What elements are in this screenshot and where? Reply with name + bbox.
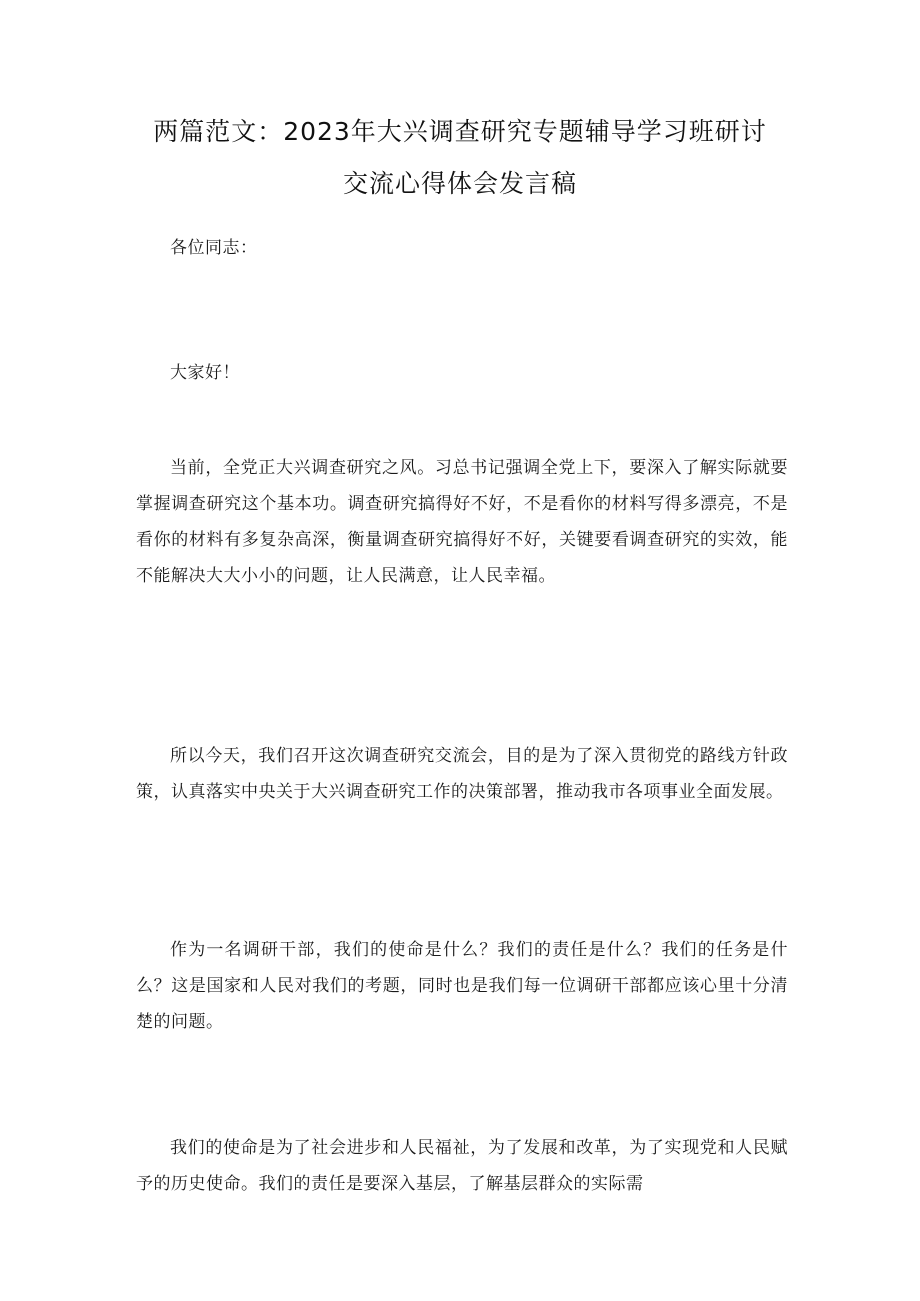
- paragraph-salutation: 各位同志：: [170, 238, 258, 258]
- document-title-line-2: 交流心得体会发言稿: [342, 169, 577, 198]
- document-title-line-1: 两篇范文：2023年大兴调查研究专题辅导学习班研讨: [153, 117, 767, 146]
- paragraph-body: 当前，全党正大兴调查研究之风。习总书记强调全党上下，要深入了解实际就要掌握调查研究这个基本功。调查研究搞得好不好，不是看你的材料写得多漂亮，不是看你的材料有多复杂高深，衡量调查研究搞得好不好，关键要看调查研究的实效，能不能解决大大小小的问题，让人民满意，让人民幸福。: [136, 458, 788, 586]
- paragraph-body: 作为一名调研干部，我们的使命是什么？我们的责任是什么？我们的任务是什么？这是国家和人民对我们的考题，同时也是我们每一位调研干部都应该心里十分清楚的问题。: [136, 940, 788, 1032]
- paragraph-body: 所以今天，我们召开这次调查研究交流会，目的是为了深入贯彻党的路线方针政策，认真落实中央关于大兴调查研究工作的决策部署，推动我市各项事业全面发展。: [136, 746, 788, 802]
- paragraph-body: 我们的使命是为了社会进步和人民福祉，为了发展和改革，为了实现党和人民赋予的历史使命。我们的责任是要深入基层，了解基层群众的实际需: [136, 1138, 788, 1194]
- paragraph-greeting: 大家好！: [170, 363, 240, 383]
